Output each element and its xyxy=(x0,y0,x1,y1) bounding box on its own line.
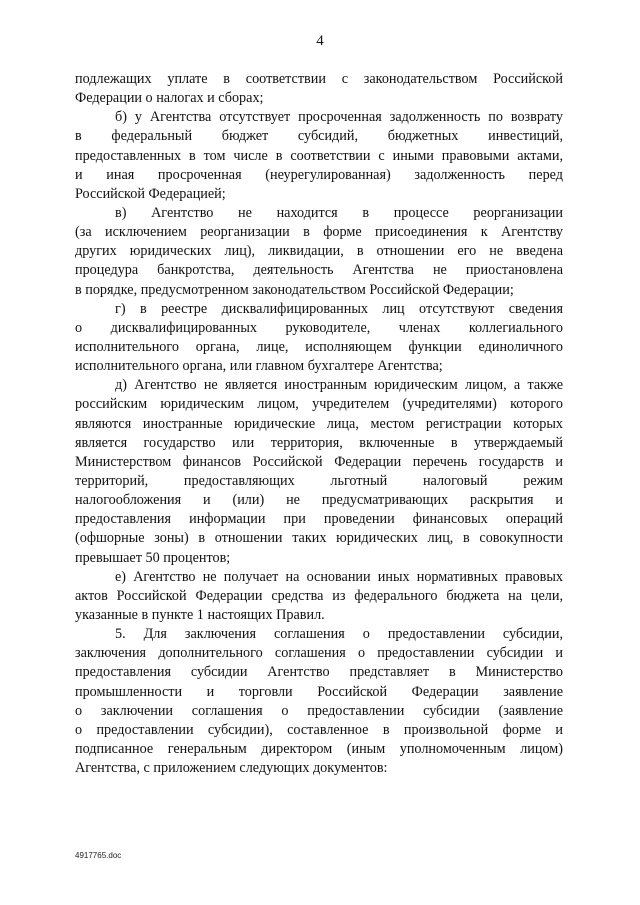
text-line: территорий, предоставляющих льготный налоговый режим xyxy=(75,472,563,489)
text-line: актов Российской Федерации средства из федерального бюджета на цели, xyxy=(75,587,563,604)
text-line: указанные в пункте 1 настоящих Правил. xyxy=(75,606,325,623)
text-line: подлежащих уплате в соответствии с законодательством Российской xyxy=(75,71,563,87)
text-line: предоставления информации при проведении финансовых операций xyxy=(75,511,563,528)
text-line: Агентства, с приложением следующих документов: xyxy=(75,760,388,777)
text-line: в федеральный бюджет субсидий, бюджетных инвестиций, xyxy=(75,128,563,145)
paragraph xyxy=(75,204,563,300)
text-line: (за исключением реорганизации в форме присоединения к Агентству xyxy=(75,224,563,241)
text-line: подписанное генеральным директором (иным уполномоченным лицом) xyxy=(75,740,563,757)
text-line: Федерации о налогах и сборах; xyxy=(75,90,264,107)
text-line: превышает 50 процентов; xyxy=(75,549,231,566)
text-line: процедура банкротства, деятельность Агентства не приостановлена xyxy=(75,262,563,279)
text-line: предоставления субсидии Агентство представляет в Министерство xyxy=(75,664,563,681)
paragraph xyxy=(75,376,563,567)
paragraph xyxy=(75,108,563,204)
text-line: других юридических лиц), ликвидации, в отношении его не введена xyxy=(75,243,563,260)
text-line: Министерством финансов Российской Федерации перечень государств и xyxy=(75,453,563,470)
text-line: д) Агентство не является иностранным юридическим лицом, а также xyxy=(115,377,563,394)
text-line: (офшорные зоны) в отношении таких юридических лиц, в совокупности xyxy=(75,530,563,547)
text-line: российским юридическим лицом, учредителем (учредителями) которого xyxy=(75,396,563,413)
text-line: б) у Агентства отсутствует просроченная задолженность по возврату xyxy=(115,109,563,126)
text-line: предоставленных в том числе в соответствии с иными правовыми актами, xyxy=(75,147,563,164)
text-line: является государство или территория, включенные в утверждаемый xyxy=(75,434,563,451)
paragraph xyxy=(75,70,563,108)
paragraph xyxy=(75,625,563,778)
text-line: о заключении соглашения о предоставлении субсидии (заявление xyxy=(75,702,563,719)
text-line: заключения дополнительного соглашения о предоставлении субсидии и xyxy=(75,645,563,662)
paragraph xyxy=(75,568,563,625)
file-name-footer: 4917765.doc xyxy=(75,851,122,860)
document-body xyxy=(75,70,563,778)
paragraph xyxy=(75,300,563,377)
text-line: являются иностранные юридические лица, местом регистрации которых xyxy=(75,415,563,432)
text-line: г) в реестре дисквалифицированных лиц отсутствуют сведения xyxy=(115,300,563,317)
text-line: в порядке, предусмотренном законодательством Российской Федерации; xyxy=(75,281,514,298)
page-number: 4 xyxy=(316,33,324,49)
text-line: Российской Федерацией; xyxy=(75,185,226,202)
text-line: в) Агентство не находится в процессе реорганизации xyxy=(115,204,563,221)
text-line: о дисквалифицированных руководителе, членах коллегиального xyxy=(75,319,563,336)
text-line: и иная просроченная (неурегулированная) задолженность перед xyxy=(75,166,563,183)
text-line: налогообложения и (или) не предусматривающих раскрытия и xyxy=(75,492,563,509)
text-line: е) Агентство не получает на основании иных нормативных правовых xyxy=(115,568,563,585)
text-line: о предоставлении субсидии), составленное в произвольной форме и xyxy=(75,721,563,738)
text-line: исполнительного органа, лице, исполняющем функции единоличного xyxy=(75,338,563,355)
text-line: промышленности и торговли Российской Федерации заявление xyxy=(75,683,563,700)
text-line: исполнительного органа, или главном бухгалтере Агентства; xyxy=(75,358,443,375)
text-line: 5. Для заключения соглашения о предоставлении субсидии, xyxy=(115,626,563,643)
